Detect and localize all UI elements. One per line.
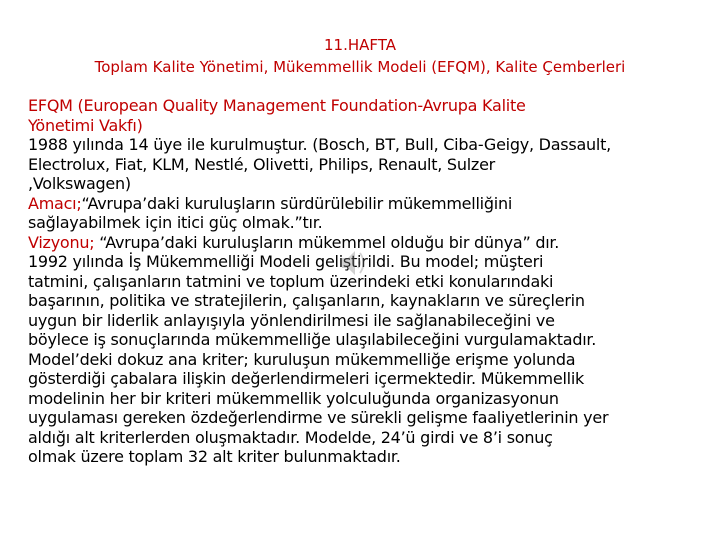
- model-line-6: Model’deki dokuz ana kriter; kuruluşun mükemmelliğe erişme yolunda: [28, 349, 576, 369]
- model-line-11: olmak üzere toplam 32 alt kriter bulunmaktadır.: [28, 447, 401, 466]
- slide-subtitle: Toplam Kalite Yönetimi, Mükemmellik Modeli (EFQM), Kalite Çemberleri: [94, 58, 626, 76]
- aim-line-2: sağlayabilmek için itici güç olmak.”tır.: [28, 213, 323, 232]
- efqm-definition-line-2: Yönetimi Vakfı): [28, 115, 143, 135]
- model-line-3: başarının, politika ve stratejilerin, çalışanların, kaynakların ve süreçlerin: [28, 291, 585, 310]
- model-line-1: 1992 yılında İş Mükemmelliği Modeli geliştirildi. Bu model; müşteri: [28, 252, 544, 271]
- model-line-8: modelinin her bir kriteri mükemmellik yolculuğunda organizasyonun: [28, 388, 559, 408]
- vision-label: Vizyonu;: [28, 232, 95, 252]
- aim-label: Amacı;: [28, 193, 82, 213]
- aim-text-1: “Avrupa’daki kuruluşların sürdürülebilir mükemmelliğini: [81, 193, 513, 213]
- model-line-5: böylece iş sonuçlarında mükemmelliğe ulaşılabileceğini vurgulamaktadır.: [28, 330, 597, 349]
- founded-line-3: ,Volkswagen): [28, 174, 131, 193]
- speaker-icon[interactable]: [340, 246, 366, 280]
- slide-body: [28, 96, 716, 467]
- model-line-2: tatmini, çalışanların tatmini ve toplum üzerindeki etki konularındaki: [28, 271, 554, 291]
- model-line-7: gösterdiği çabalara ilişkin değerlendirmeleri içermektedir. Mükemmellik: [28, 369, 585, 388]
- slide-header: [0, 34, 720, 78]
- founded-line-1: 1988 yılında 14 üye ile kurulmuştur. (Bosch, BT, Bull, Ciba-Geigy, Dassault,: [28, 135, 611, 154]
- model-line-9: uygulaması gereken özdeğerlendirme ve sürekli gelişme faaliyetlerinin yer: [28, 408, 609, 427]
- vision-text: “Avrupa’daki kuruluşların mükemmel olduğu bir dünya” dır.: [94, 232, 560, 252]
- model-line-4: uygun bir liderlik anlayışıyla yönlendirilmesi ile sağlanabileceğini ve: [28, 310, 555, 330]
- aim-line-1: [28, 194, 716, 214]
- vision-line: [28, 233, 716, 253]
- founded-line-2: Electrolux, Fiat, KLM, Nestlé, Olivetti, Philips, Renault, Sulzer: [28, 154, 495, 174]
- efqm-definition-line-1: EFQM (European Quality Management Foundation-Avrupa Kalite: [28, 96, 526, 115]
- week-title: 11.HAFTA: [323, 36, 397, 54]
- model-line-10: aldığı alt kriterlerden oluşmaktadır. Modelde, 24’ü girdi ve 8’i sonuç: [28, 427, 553, 447]
